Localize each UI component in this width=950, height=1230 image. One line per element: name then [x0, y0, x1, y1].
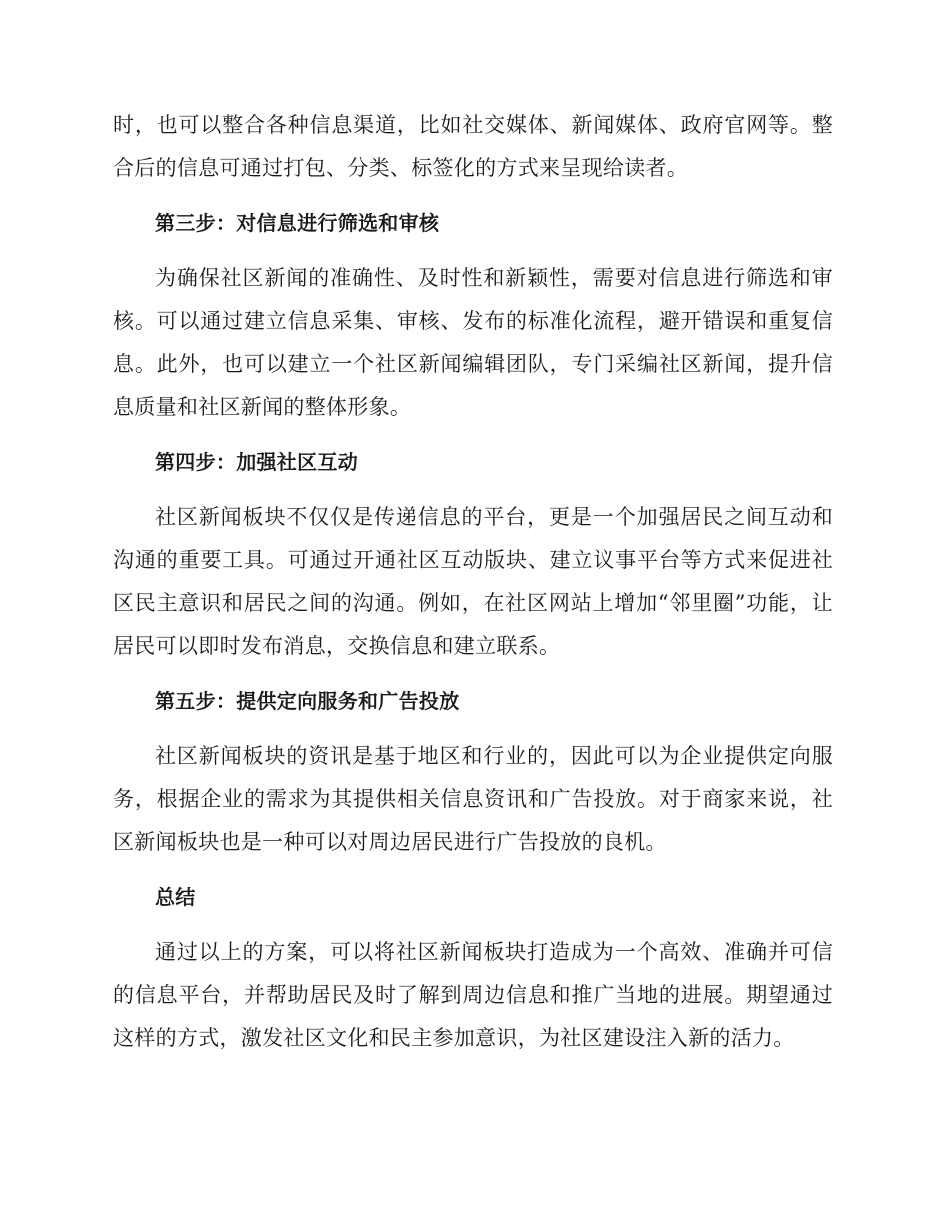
section-body-step-five: 社区新闻板块的资讯是基于地区和行业的，因此可以为企业提供定向服务，根据企业的需求为其提供相关信息资讯和广告投放。对于商家来说，社区新闻板块也是一种可以对周边居民进行广告投放的良机。 [113, 744, 833, 854]
section-body-step-three: 为确保社区新闻的准确性、及时性和新颖性，需要对信息进行筛选和审核。可以通过建立信息采集、审核、发布的标准化流程，避开错误和重复信息。此外，也可以建立一个社区新闻编辑团队，专门采编社区新闻，提升信息质量和社区新闻的整体形象。 [113, 266, 833, 419]
continued-paragraph: 时，也可以整合各种信息渠道，比如社交媒体、新闻媒体、政府官网等。整合后的信息可通过打包、分类、标签化的方式来呈现给读者。 [113, 113, 833, 180]
document-body [113, 104, 833, 1072]
section-heading-step-three: 第三步：对信息进行筛选和审核 [155, 211, 440, 235]
section-body-summary: 通过以上的方案，可以将社区新闻板块打造成为一个高效、准确并可信的信息平台，并帮助居民及时了解到周边信息和推广当地的进展。期望通过这样的方式，激发社区文化和民主参加意识，为社区建设注入新的活力。 [113, 940, 833, 1050]
section-heading-step-four: 第四步：加强社区互动 [155, 450, 358, 474]
section-heading-summary: 总结 [155, 885, 196, 909]
section-body-step-four: 社区新闻板块不仅仅是传递信息的平台，更是一个加强居民之间互动和沟通的重要工具。可通过开通社区互动版块、建立议事平台等方式来促进社区民主意识和居民之间的沟通。例如，在社区网站上增加“邻里圈”功能，让居民可以即时发布消息，交换信息和建立联系。 [113, 505, 833, 658]
section-heading-step-five: 第五步：提供定向服务和广告投放 [155, 689, 460, 713]
